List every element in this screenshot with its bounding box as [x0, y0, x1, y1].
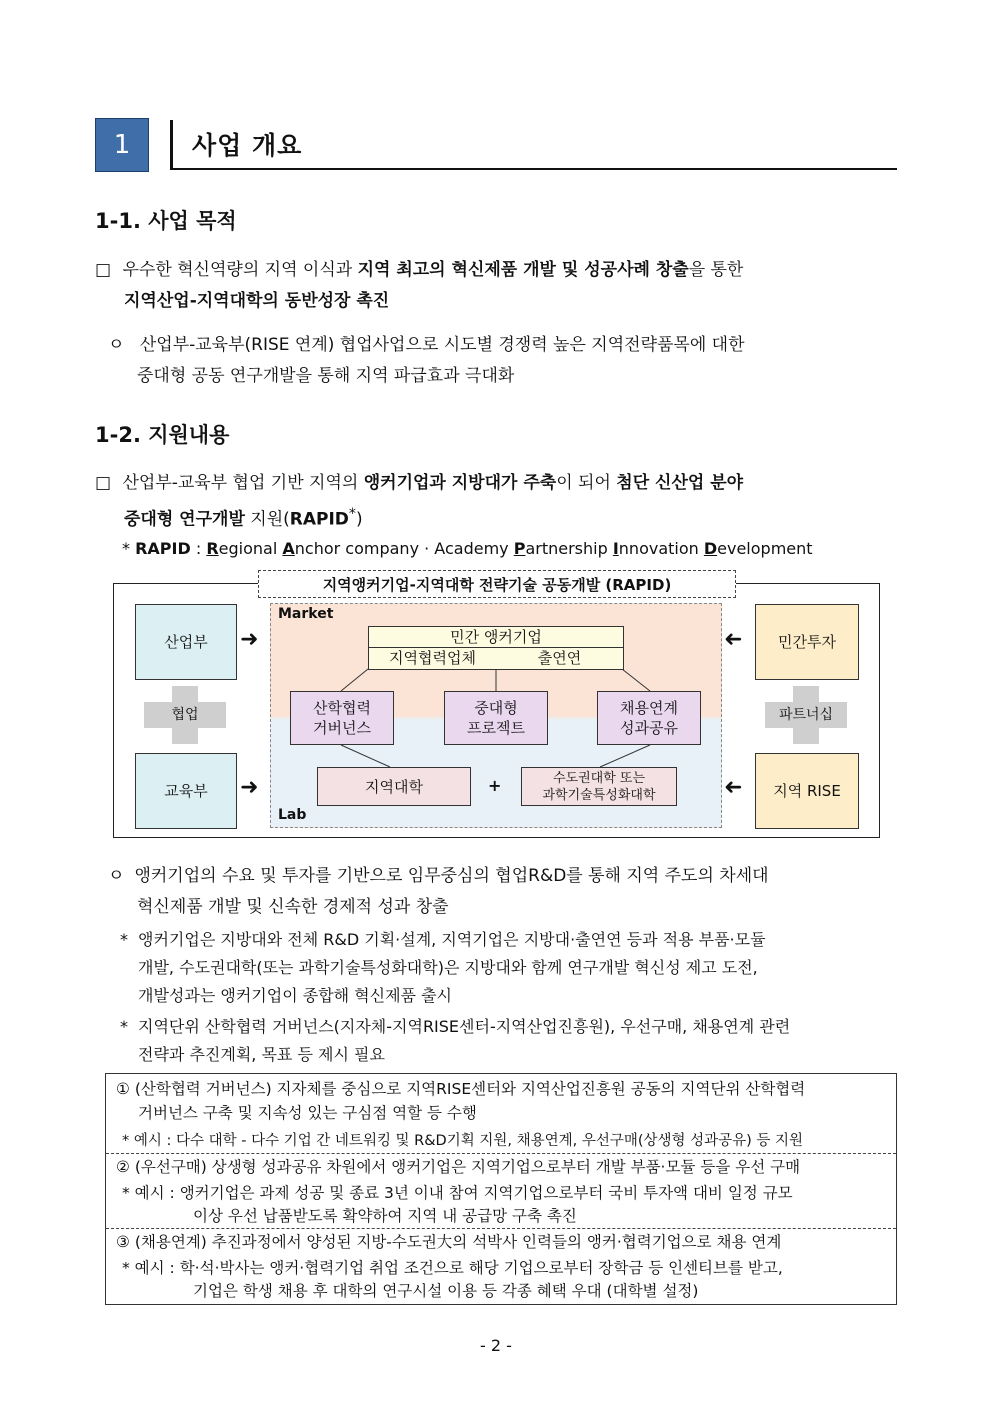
- purpose-bold-2: 지역산업-지역대학의 동반성장 촉진: [124, 291, 390, 311]
- purpose-bullet: [95, 255, 743, 286]
- support-bullet: [95, 468, 743, 499]
- metro-line1: 수도권대학 또는: [552, 770, 646, 786]
- note2-line2: 전략과 추진계획, 목표 등 제시 필요: [138, 1045, 385, 1064]
- sub-marker: ㅇ: [108, 335, 125, 355]
- research-institute-label: 출연연: [537, 649, 582, 667]
- note1-line1: 앵커기업은 지방대와 전체 R&D 기획·설계, 지역기업은 지방대·출연연 등과 적용 부품·모듈: [138, 930, 766, 949]
- detail-sub-line2: 혁신제품 개발 및 신속한 경제적 성과 창출: [137, 897, 449, 917]
- row3-example-1: * 예시 : 학·석·박사는 앵커·협력기업 취업 조건으로 해당 기업으로부터 장학금 등 인센티브를 받고,: [122, 1259, 783, 1277]
- purpose-bold-1: 지역 최고의 혁신제품 개발 및 성공사례 창출: [357, 260, 689, 280]
- row2-line1: ② (우선구매) 상생형 성과공유 차원에서 앵커기업은 지역기업으로부터 개발 부품·모듈 등을 우선 구매: [116, 1158, 801, 1176]
- support-text-3: 지원(: [244, 509, 290, 530]
- page-number: - 2 -: [480, 1336, 512, 1355]
- note-marker: *: [120, 930, 128, 949]
- rapid-footnote: [122, 535, 813, 563]
- arrow-left-icon: ➜: [724, 627, 743, 652]
- partnership-label: 파트너십: [778, 707, 834, 723]
- row2-example-1: * 예시 : 앵커기업은 과제 성공 및 종료 3년 이내 참여 지역기업으로부터 국비 투자액 대비 일정 규모: [122, 1184, 793, 1202]
- purpose-bullet-line2: [124, 286, 389, 317]
- fn-a-rest: nchor company · Academy: [294, 539, 514, 558]
- section-number-badge: [95, 118, 149, 172]
- support-bold-1: 앵커기업과 지방대가 주축: [363, 473, 557, 493]
- detail-sub-line1: 앵커기업의 수요 및 투자를 기반으로 임무중심의 협업R&D를 통해 지역 주도의 차세대: [134, 866, 769, 886]
- note1-line3: 개발성과는 앵커기업이 종합해 혁신제품 출시: [138, 986, 453, 1005]
- note1: [120, 926, 128, 954]
- project-line2: 프로젝트: [467, 719, 525, 737]
- row3-line1: ③ (채용연계) 추진과정에서 양성된 지방-수도권大의 석박사 인력들의 앵커·협력기업으로 채용 연계: [116, 1233, 782, 1251]
- governance-box: [290, 691, 394, 745]
- row3-example-2: 기업은 학생 채용 후 대학의 연구시설 이용 등 각종 혜택 우대 (대학별 설정): [193, 1282, 699, 1300]
- arrow-right-icon: ➜: [240, 627, 259, 652]
- fn-prefix: *: [122, 539, 136, 558]
- support-bold-2: 첨단 신산업 분야: [616, 473, 744, 493]
- support-sup: *: [348, 506, 356, 522]
- market-label: Market: [278, 606, 334, 622]
- row1-example: * 예시 : 다수 대학 - 다수 기업 간 네트워킹 및 R&D기획 지원, 채용연계, 우선구매(상생형 성과공유) 등 지원: [122, 1133, 804, 1149]
- ministry-industry-box: 산업부: [135, 604, 237, 680]
- purpose-text-2: 을 통한: [688, 260, 744, 280]
- purpose-sub-line1: 산업부-교육부(RISE 연계) 협업사업으로 시도별 경쟁력 높은 지역전략품목에 대한: [139, 335, 745, 355]
- section-heading-purpose: 1-1. 사업 목적: [95, 209, 237, 233]
- fn-p-rest: artnership: [525, 539, 613, 558]
- fn-r: R: [206, 539, 219, 558]
- private-investment-box: 민간투자: [755, 604, 859, 680]
- arrow-right-icon: ➜: [240, 775, 259, 800]
- row2-example-2: 이상 우선 납품받도록 확약하여 지역 내 공급망 구축 촉진: [193, 1207, 577, 1225]
- anchor-company-box: [368, 626, 624, 670]
- row1-line1: ① (산학협력 거버넌스) 지자체를 중심으로 지역RISE센터와 지역산업진흥원 공동의 지역단위 산학협력: [116, 1080, 806, 1098]
- lab-label: Lab: [278, 807, 307, 823]
- metro-line2: 과학기술특성화대학: [542, 787, 656, 803]
- note2-line1: 지역단위 산학협력 거버넌스(지자체-지역RISE센터-지역산업진흥원), 우선구매, 채용연계 관련: [138, 1017, 791, 1036]
- purpose-sub: [108, 330, 898, 361]
- note2: [120, 1013, 128, 1041]
- regional-firm-label: 지역협력업체: [389, 649, 476, 667]
- fn-i: I: [612, 539, 619, 558]
- sub-marker: ㅇ: [108, 866, 125, 886]
- page-title: 사업 개요: [192, 131, 303, 160]
- support-bold-rapid: RAPID: [289, 509, 349, 530]
- bullet-marker: □: [95, 260, 112, 280]
- purpose-sub-line2: 중대형 공동 연구개발을 통해 지역 파급효과 극대화: [137, 366, 515, 386]
- fn-i-rest: nnovation: [618, 539, 704, 558]
- fn-d: D: [703, 539, 718, 558]
- governance-line2: 거버넌스: [313, 719, 371, 737]
- fn-r-rest: egional: [218, 539, 283, 558]
- note1-line2: 개발, 수도권대학(또는 과학기술특성화대학)은 지방대와 함께 연구개발 혁신성 제고 도전,: [138, 958, 758, 977]
- ministry-education-box: 교육부: [135, 753, 237, 829]
- header-divider-bar: [170, 120, 173, 170]
- detail-sub: [108, 861, 769, 892]
- hiring-box: [597, 691, 701, 745]
- fn-colon: :: [190, 539, 207, 558]
- arrow-left-icon: ➜: [724, 775, 743, 800]
- local-university-box: 지역대학: [317, 767, 471, 806]
- fn-p: P: [513, 539, 526, 558]
- support-bold-3: 중대형 연구개발: [124, 509, 245, 530]
- hiring-line2: 성과공유: [620, 719, 678, 737]
- fn-d-rest: evelopment: [717, 539, 813, 558]
- support-text-1: 산업부-교육부 협업 기반 지역의: [122, 473, 364, 493]
- header-underline: [170, 168, 897, 170]
- collab-label: 협업: [171, 707, 199, 723]
- details-table: [105, 1073, 897, 1305]
- support-text-2: 이 되어: [556, 473, 617, 493]
- support-text-4: ): [356, 509, 363, 530]
- support-bullet-line2: [124, 499, 363, 536]
- metro-university-box: [521, 767, 677, 806]
- diagram-title: 지역앵커기업-지역대학 전략기술 공동개발 (RAPID): [258, 570, 736, 598]
- section-heading-support: 1-2. 지원내용: [95, 423, 230, 447]
- anchor-company-label: 민간 앵커기업: [369, 627, 623, 648]
- section-number: 1: [113, 130, 131, 160]
- project-box: [444, 691, 548, 745]
- project-line1: 중대형: [474, 699, 518, 717]
- fn-label: RAPID: [135, 539, 191, 558]
- purpose-text-1: 우수한 혁신역량의 지역 이식과: [122, 260, 358, 280]
- governance-line1: 산학협력: [313, 699, 371, 717]
- plus-sign: +: [488, 776, 502, 795]
- regional-rise-box: 지역 RISE: [755, 753, 859, 829]
- hiring-line1: 채용연계: [620, 699, 678, 717]
- note-marker: *: [120, 1017, 128, 1036]
- fn-a: A: [282, 539, 295, 558]
- row1-line2: 거버넌스 구축 및 지속성 있는 구심점 역할 등 수행: [138, 1104, 477, 1122]
- bullet-marker: □: [95, 473, 112, 493]
